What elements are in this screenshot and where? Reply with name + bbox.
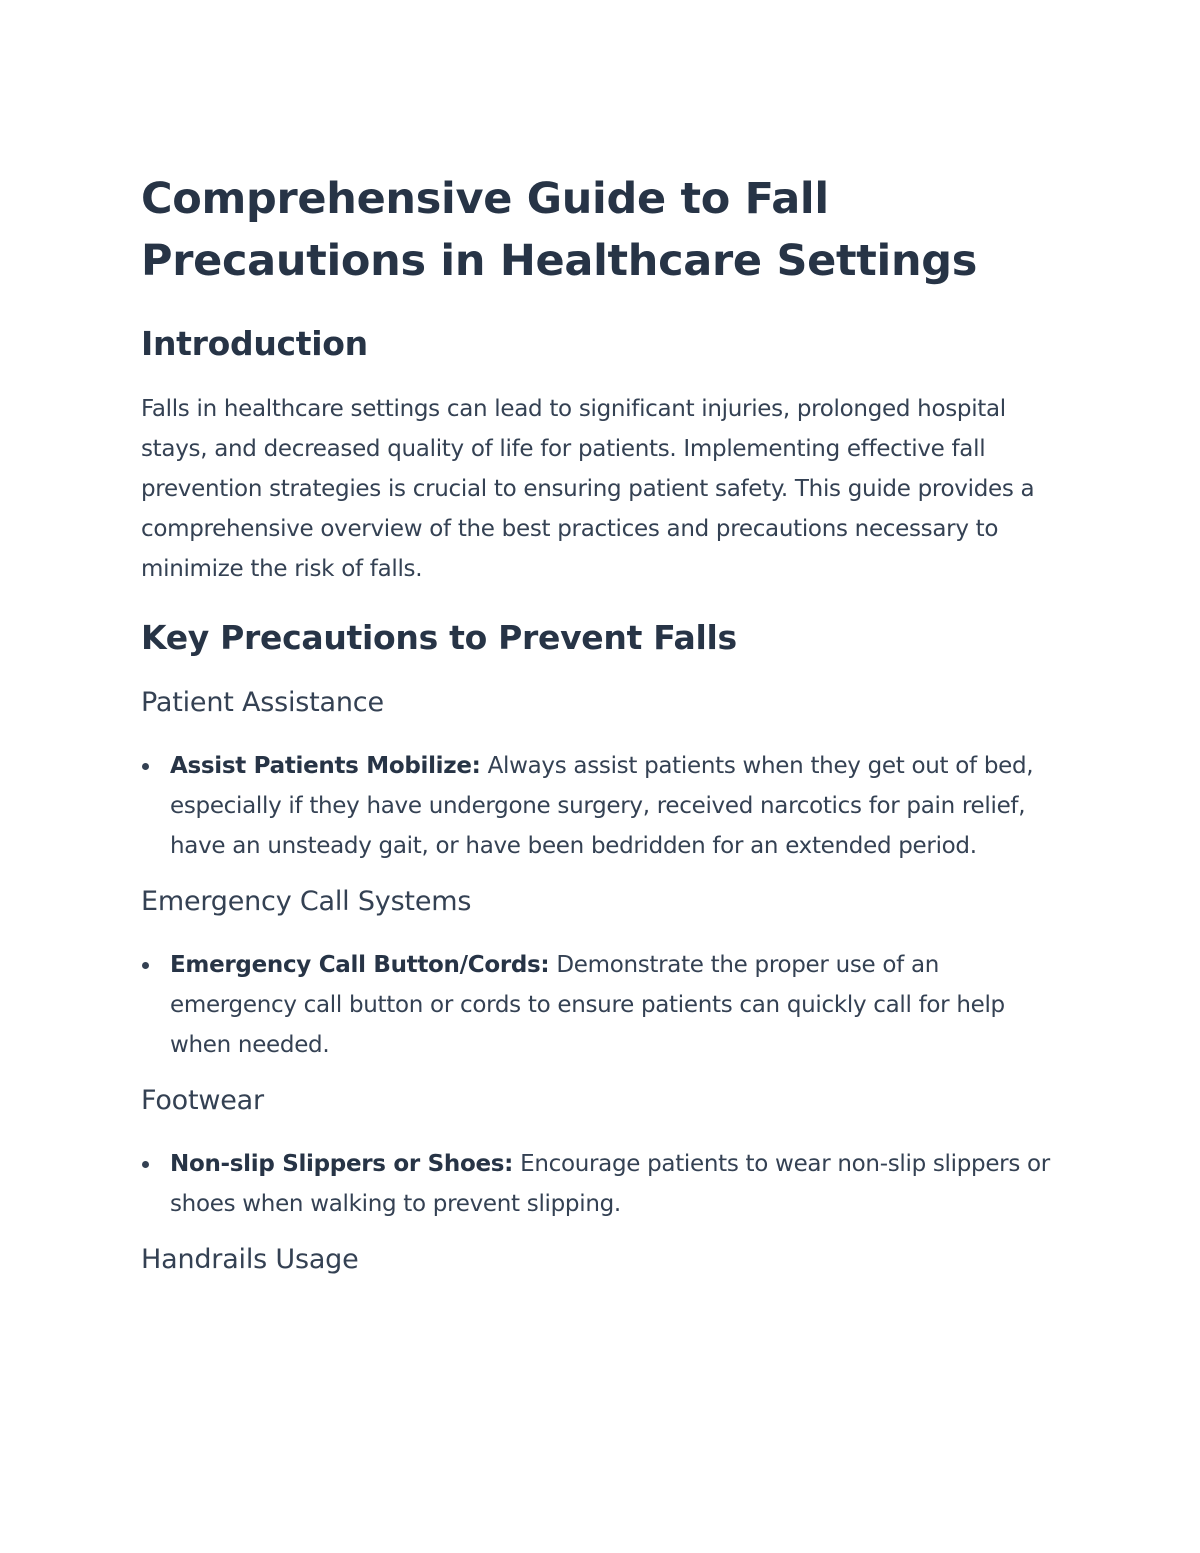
introduction-heading: Introduction	[141, 324, 368, 363]
bullet-icon	[142, 763, 149, 770]
section-heading-emergency-call-systems: Emergency Call Systems	[141, 886, 472, 917]
footwear-list	[141, 1144, 1071, 1224]
section-heading-patient-assistance: Patient Assistance	[141, 687, 384, 718]
list-item-term: Non-slip Slippers or Shoes:	[170, 1151, 514, 1177]
list-item-text: Always assist patients when they get out of bed, especially if they have undergone surgery, received narcotics for pain relief, have an unsteady gait, or have been bedridden for an extended period.	[170, 753, 1034, 859]
emergency-call-systems-list	[141, 945, 1071, 1065]
introduction-paragraph: Falls in healthcare settings can lead to significant injuries, prolonged hospital stays, and decreased quality of life for patients. Implementing effective fall prevention strategies is crucial to ensuring patient safety. This guide provides a comprehensive overview of the best practices and precautions necessary to minimize the risk of falls.	[141, 396, 1035, 582]
key-precautions-heading: Key Precautions to Prevent Falls	[141, 618, 737, 657]
document-page	[141, 168, 1071, 1278]
section-heading-handrails-usage: Handrails Usage	[141, 1244, 359, 1275]
list-item-term: Assist Patients Mobilize:	[170, 753, 481, 779]
list-item	[141, 746, 1071, 866]
list-item-text: Demonstrate the proper use of an emergency call button or cords to ensure patients can quickly call for help when needed.	[170, 952, 1005, 1058]
bullet-icon	[142, 962, 149, 969]
list-item	[141, 945, 1071, 1065]
list-item-term: Emergency Call Button/Cords:	[170, 952, 550, 978]
section-heading-footwear: Footwear	[141, 1085, 264, 1116]
list-item	[141, 1144, 1071, 1224]
patient-assistance-list	[141, 746, 1071, 866]
list-item-text: Encourage patients to wear non-slip slippers or shoes when walking to prevent slipping.	[170, 1151, 1050, 1217]
bullet-icon	[142, 1161, 149, 1168]
document-title: Comprehensive Guide to Fall Precautions in Healthcare Settings	[141, 174, 978, 286]
